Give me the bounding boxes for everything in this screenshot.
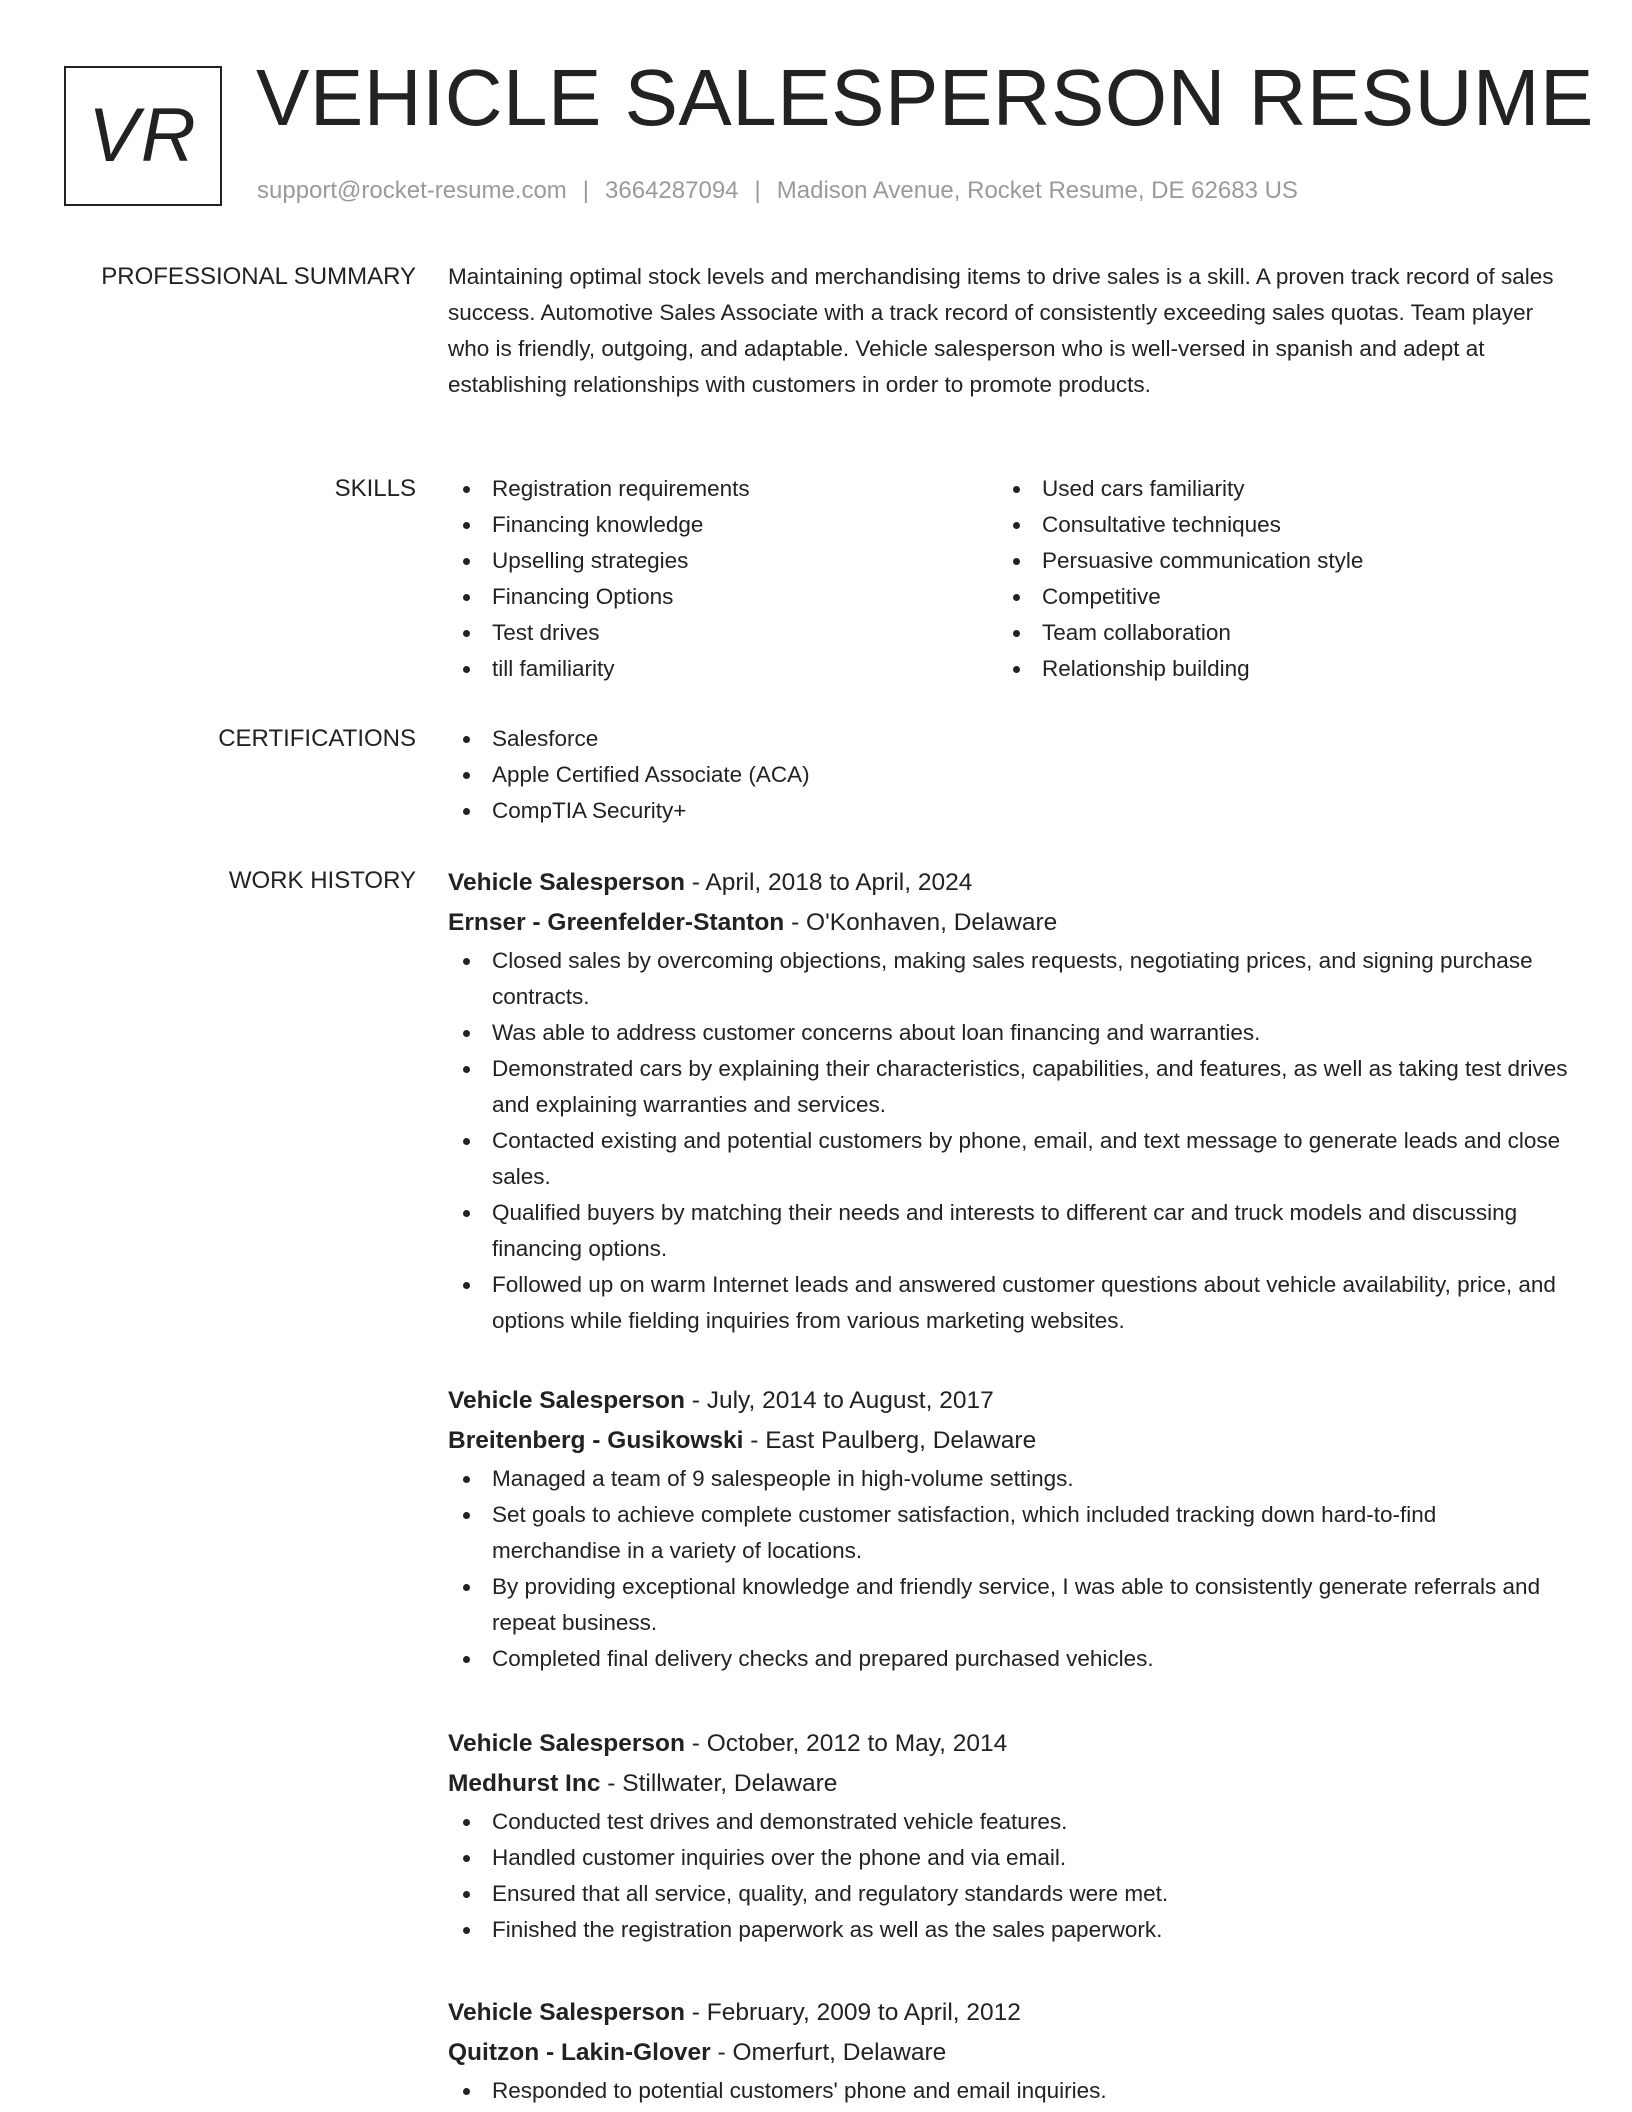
- job-company-line: [448, 1421, 1568, 1461]
- job-company: Quitzon - Lakin-Glover: [448, 2039, 711, 2066]
- job-title-line: [448, 1381, 1568, 1421]
- contact-address: Madison Avenue, Rocket Resume, DE 62683 US: [776, 177, 1298, 204]
- job-title-line: [448, 1724, 1568, 1764]
- job-bullet: Finished the registration paperwork as well as the sales paperwork.: [448, 1912, 1568, 1948]
- job-bullet: Managed a team of 9 salespeople in high-volume settings.: [448, 1461, 1568, 1497]
- job-location: - Omerfurt, Delaware: [710, 2039, 947, 2066]
- section-label-certifications: CERTIFICATIONS: [218, 725, 416, 752]
- certification-item: Salesforce: [448, 721, 1568, 757]
- skill-item: Persuasive communication style: [998, 543, 1548, 579]
- job-bullet-list: [448, 1461, 1568, 1677]
- job-bullet: Qualified buyers by matching their needs and interests to different car and truck models and discussing financing options.: [448, 1195, 1568, 1267]
- job-entry: [448, 863, 1568, 1339]
- job-company-line: [448, 903, 1568, 943]
- job-location: - East Paulberg, Delaware: [743, 1427, 1037, 1454]
- certification-item: CompTIA Security+: [448, 793, 1568, 829]
- skills-list-left: [448, 471, 998, 687]
- job-bullet: Ensured that all service, quality, and regulatory standards were met.: [448, 1876, 1568, 1912]
- skill-item: Financing Options: [448, 579, 998, 615]
- monogram-box: [64, 66, 222, 206]
- job-company: Ernser - Greenfelder-Stanton: [448, 909, 785, 936]
- monogram-initials: VR: [88, 93, 198, 178]
- skill-item: Test drives: [448, 615, 998, 651]
- summary-text: Maintaining optimal stock levels and merchandising items to drive sales is a skill. A proven track record of sales success. Automotive Sales Associate with a track record of consistently exceeding sales quotas. Team player who is friendly, outgoing, and adaptable. Vehicle salesperson who is well-versed in spanish and adept at establishing relationships with customers in order to promote products.: [448, 264, 1554, 397]
- skills-body: [448, 471, 1568, 687]
- skill-item: Upselling strategies: [448, 543, 998, 579]
- skill-item: Team collaboration: [998, 615, 1548, 651]
- skill-item: Competitive: [998, 579, 1548, 615]
- job-title: Vehicle Salesperson: [448, 1999, 685, 2026]
- job-bullet-list: [448, 943, 1568, 1339]
- certifications-body: [448, 721, 1568, 829]
- job-company-line: [448, 1764, 1568, 1804]
- skill-item: Financing knowledge: [448, 507, 998, 543]
- skill-item: Registration requirements: [448, 471, 998, 507]
- resume-title: VEHICLE SALESPERSON RESUME: [256, 53, 1594, 142]
- skills-list-right: [998, 471, 1548, 687]
- job-bullet: Completed final delivery checks and prepared purchased vehicles.: [448, 1641, 1568, 1677]
- job-title-line: [448, 1993, 1568, 2033]
- contact-line: [257, 174, 1298, 208]
- certifications-list: [448, 721, 1568, 829]
- job-bullet: Closed sales by overcoming objections, making sales requests, negotiating prices, and signing purchase contracts.: [448, 943, 1568, 1015]
- job-dates: - October, 2012 to May, 2014: [684, 1730, 1008, 1757]
- skill-item: Relationship building: [998, 651, 1548, 687]
- job-bullet: Followed up on warm Internet leads and answered customer questions about vehicle availability, price, and options while fielding inquiries from various marketing websites.: [448, 1267, 1568, 1339]
- contact-separator: |: [582, 177, 590, 204]
- job-bullet: Responded to potential customers' phone and email inquiries.: [448, 2073, 1568, 2109]
- job-title: Vehicle Salesperson: [448, 1387, 685, 1414]
- job-entry: [448, 1724, 1568, 1948]
- section-label-summary: PROFESSIONAL SUMMARY: [101, 263, 416, 290]
- job-company-line: [448, 2033, 1568, 2073]
- job-entry: [448, 1993, 1568, 2109]
- certification-item: Apple Certified Associate (ACA): [448, 757, 1568, 793]
- job-entry: [448, 1381, 1568, 1677]
- job-dates: - July, 2014 to August, 2017: [684, 1387, 994, 1414]
- section-label-work-history: WORK HISTORY: [228, 867, 416, 894]
- job-bullet: Contacted existing and potential customers by phone, email, and text message to generate leads and close sales.: [448, 1123, 1568, 1195]
- skills-columns: [448, 471, 1568, 687]
- contact-phone: 3664287094: [605, 177, 739, 204]
- job-bullet: By providing exceptional knowledge and friendly service, I was able to consistently generate referrals and repeat business.: [448, 1569, 1568, 1641]
- job-company: Medhurst Inc: [448, 1770, 601, 1797]
- job-title: Vehicle Salesperson: [448, 1730, 685, 1757]
- skill-item: till familiarity: [448, 651, 998, 687]
- job-location: - Stillwater, Delaware: [600, 1770, 838, 1797]
- job-company: Breitenberg - Gusikowski: [448, 1427, 744, 1454]
- job-bullet: Set goals to achieve complete customer satisfaction, which included tracking down hard-to-find merchandise in a variety of locations.: [448, 1497, 1568, 1569]
- job-bullet: Conducted test drives and demonstrated vehicle features.: [448, 1804, 1568, 1840]
- contact-separator: |: [754, 177, 761, 204]
- summary-body: [448, 259, 1568, 403]
- job-title: Vehicle Salesperson: [448, 869, 685, 896]
- job-location: - O'Konhaven, Delaware: [784, 909, 1058, 936]
- job-bullet-list: [448, 1804, 1568, 1948]
- job-bullet: Was able to address customer concerns about loan financing and warranties.: [448, 1015, 1568, 1051]
- skill-item: Consultative techniques: [998, 507, 1548, 543]
- job-title-line: [448, 863, 1568, 903]
- section-label-skills: SKILLS: [334, 475, 416, 502]
- job-dates: - April, 2018 to April, 2024: [684, 869, 973, 896]
- job-bullet: Demonstrated cars by explaining their characteristics, capabilities, and features, as well as taking test drives and explaining warranties and services.: [448, 1051, 1568, 1123]
- job-bullet: Handled customer inquiries over the phone and via email.: [448, 1840, 1568, 1876]
- job-dates: - February, 2009 to April, 2012: [684, 1999, 1021, 2026]
- contact-email: support@rocket-resume.com: [257, 177, 567, 204]
- job-bullet-list: [448, 2073, 1568, 2109]
- skill-item: Used cars familiarity: [998, 471, 1548, 507]
